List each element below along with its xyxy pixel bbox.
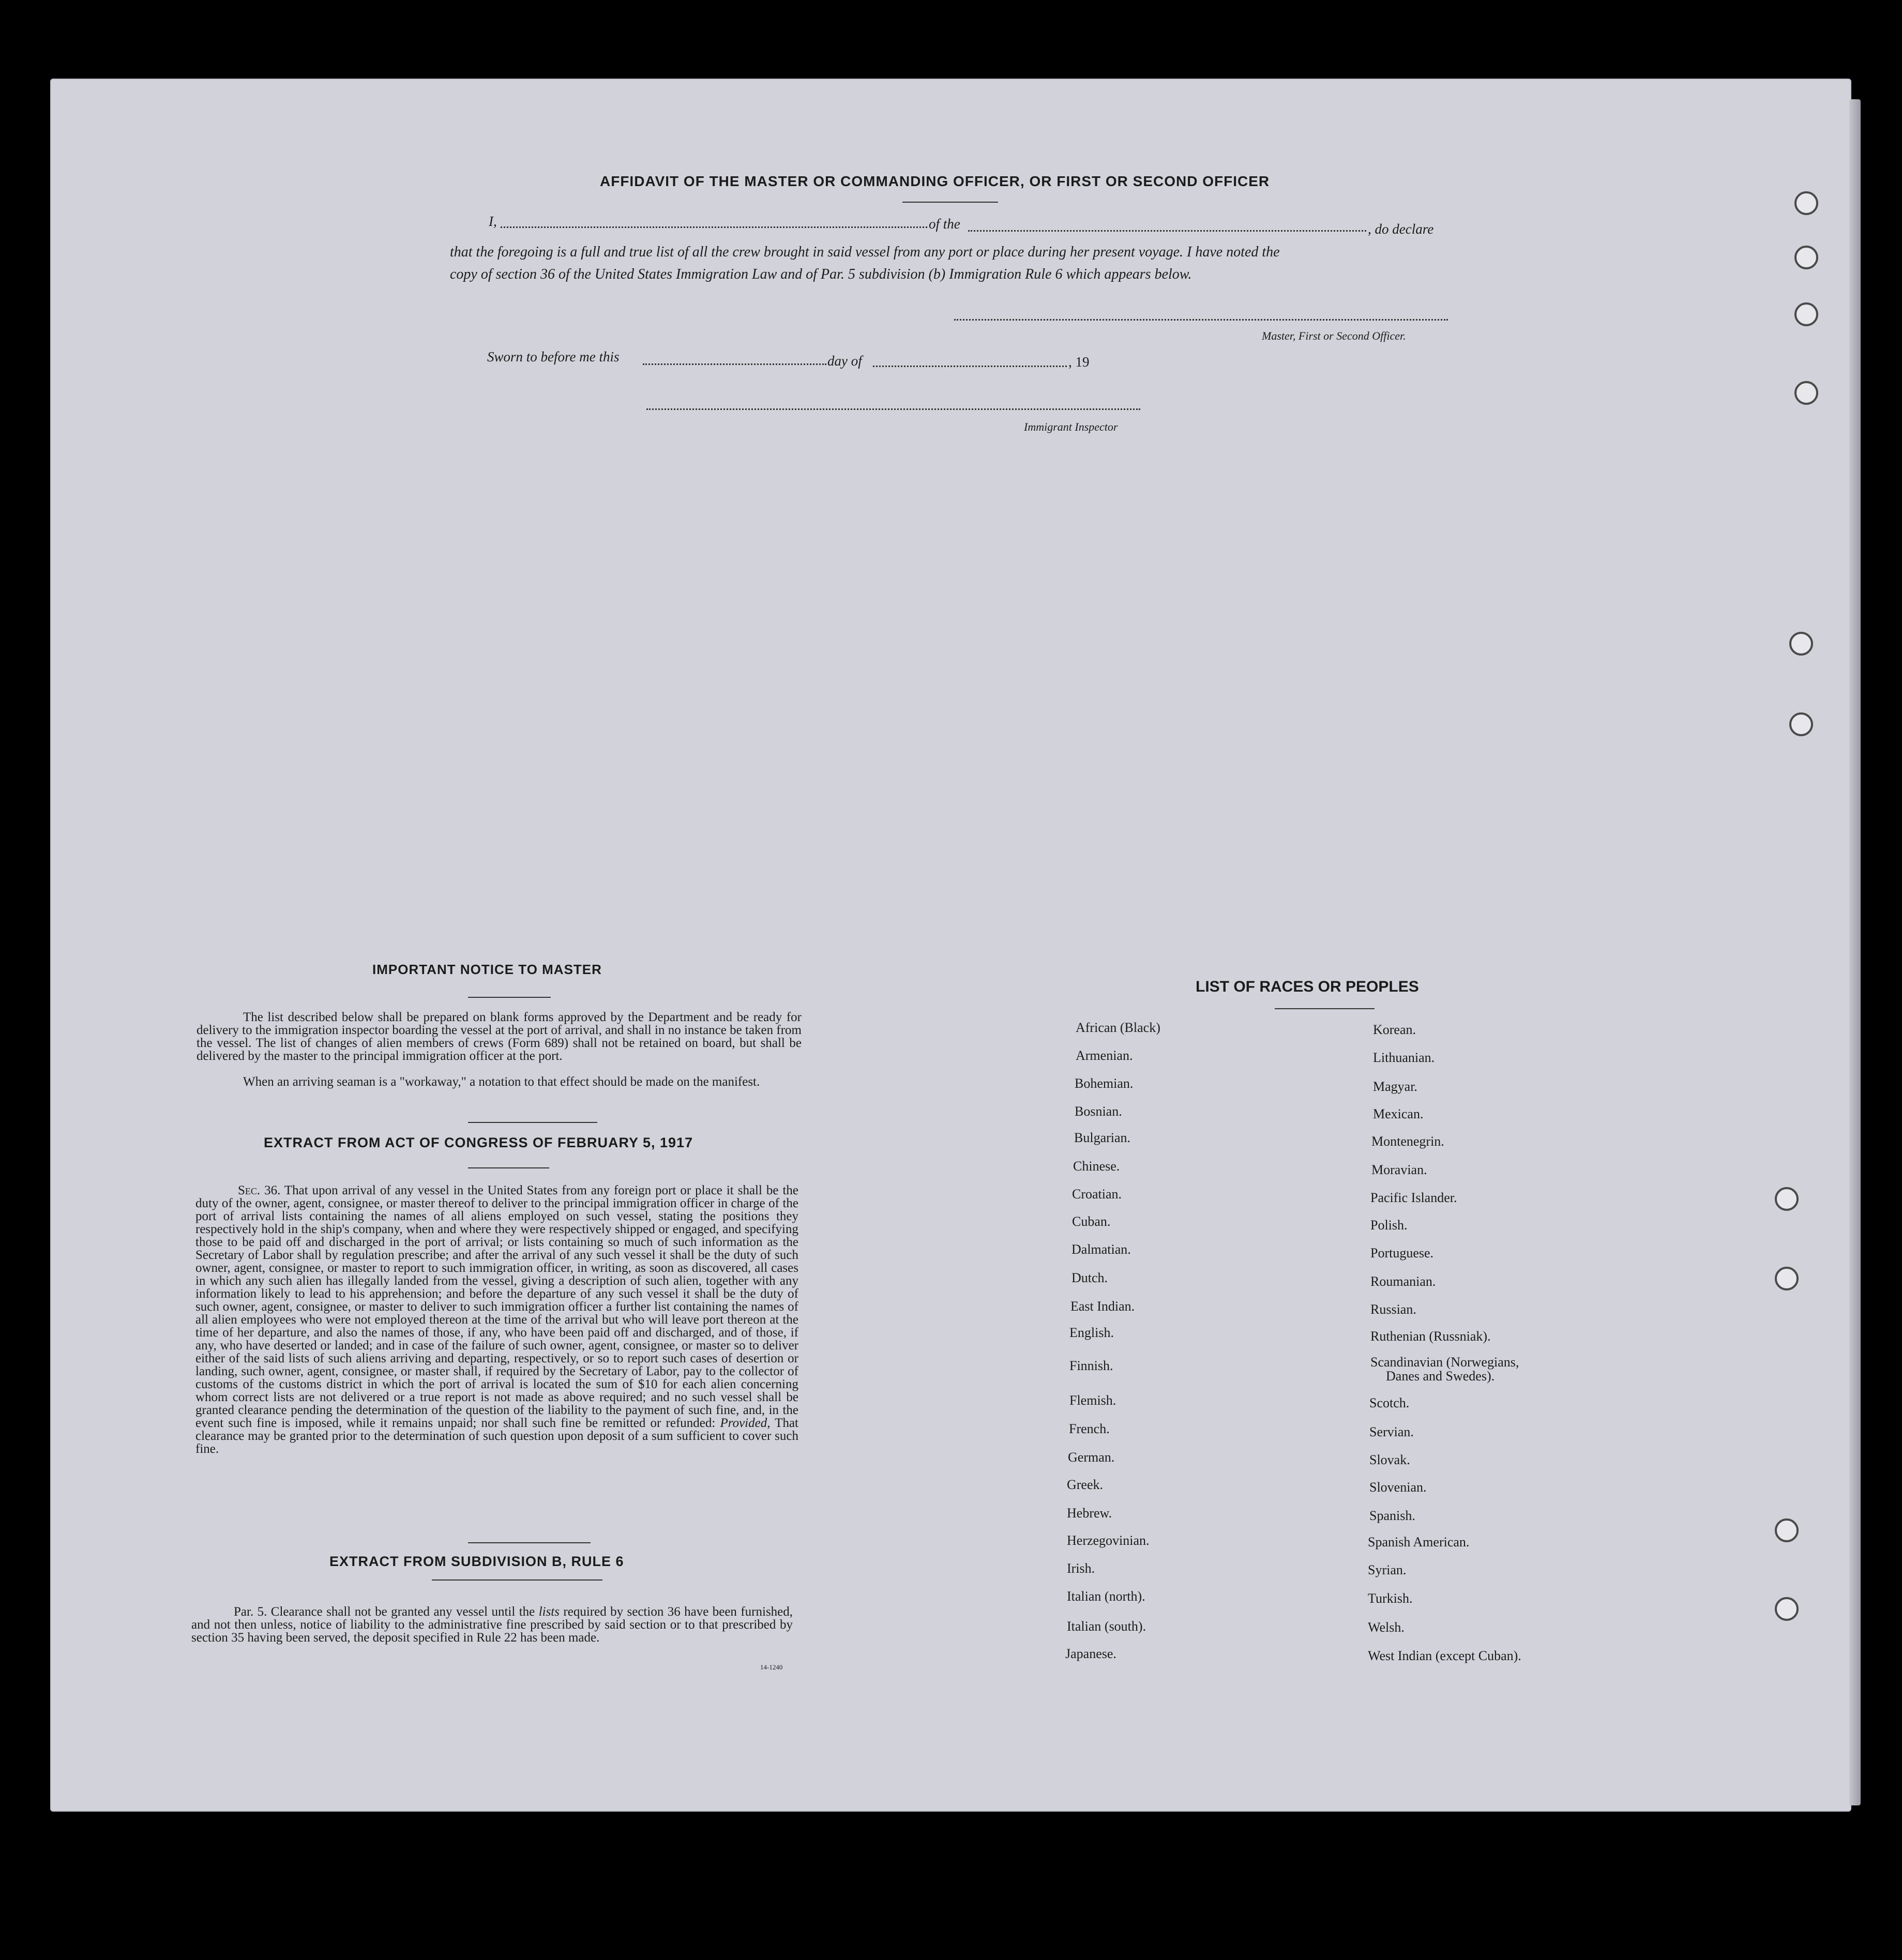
race-right-item: Mexican. <box>1373 1106 1424 1121</box>
sworn-day-field[interactable] <box>643 363 826 365</box>
race-left-item: Irish. <box>1067 1561 1095 1576</box>
sworn-label: Sworn to before me this <box>487 349 620 364</box>
divider <box>468 1122 597 1123</box>
race-right-item: West Indian (except Cuban). <box>1368 1648 1521 1663</box>
sworn-month-field[interactable] <box>873 366 1067 367</box>
do-declare-text: , do declare <box>1368 221 1434 237</box>
binder-hole-icon <box>1789 632 1813 656</box>
race-right-item: Slovak. <box>1369 1452 1410 1467</box>
race-left-item: Croatian. <box>1072 1187 1122 1202</box>
notice-paragraph-1: The list described below shall be prepared on blank forms approved by the Department and be ready for delivery to the immigration inspector boarding the vessel at the port of arrival, and shall in no instance be taken from the vessel. The list of changes of alien members of crews (Form 689) shall not be retained on board, but shall be delivered by the master to the principal immigration officer at the port. <box>197 1010 802 1063</box>
race-right-item: Turkish. <box>1368 1591 1413 1606</box>
rule6-text-a: Par. 5. Clearance shall not be granted any vessel until the <box>234 1605 535 1619</box>
race-right-item: Spanish American. <box>1368 1534 1470 1549</box>
vessel-field[interactable] <box>968 230 1366 232</box>
race-right-item: Pacific Islander. <box>1370 1190 1457 1205</box>
race-left-item: Italian (south). <box>1067 1619 1146 1634</box>
race-left-item: Herzegovinian. <box>1067 1533 1150 1548</box>
affidavit-line-2: that the foregoing is a full and true list of all the crew brought in said vessel from any port or place during her present voyage. I have noted the <box>450 244 1280 260</box>
race-left-item: English. <box>1069 1325 1114 1340</box>
race-left-item: Dalmatian. <box>1071 1242 1131 1257</box>
race-right-item: Russian. <box>1370 1302 1416 1317</box>
rule6-text-b: required by section 36 have been furnished, and not then unless, notice of liability to the administrative fine prescribed by said section or to that prescribed by section 35 having been served, the deposit specified in Rule 22 has been made. <box>191 1605 793 1645</box>
race-right-item: Syrian. <box>1368 1562 1407 1577</box>
race-left-item: Bosnian. <box>1075 1104 1122 1119</box>
binder-hole-icon <box>1794 302 1818 326</box>
lists-word: lists <box>538 1605 560 1619</box>
race-right-item: Ruthenian (Russniak). <box>1370 1329 1491 1344</box>
race-right-item: Montenegrin. <box>1371 1134 1444 1149</box>
notice-paragraph-2: When an arriving seaman is a "workaway," a notation to that effect should be made on the manifest. <box>243 1075 760 1089</box>
race-right-item: Roumanian. <box>1370 1274 1436 1289</box>
race-right-item: Lithuanian. <box>1373 1050 1435 1065</box>
page-edge <box>1849 99 1861 1805</box>
divider <box>468 1542 591 1543</box>
binder-hole-icon <box>1794 381 1818 405</box>
act-body: 36. That upon arrival of any vessel in the United States from any foreign port or place it shall be the duty of the owner, agent, consignee, or master thereof to deliver to the principal immigration officer in charge of the port of arrival lists containing the names of all aliens employed on such vessel, stating the positions they respectively hold in the ship's company, when and where they were respectively shipped or engaged, and specifying those to be paid off and discharged in the port of arrival; or lists containing so much of such information as the Secretary of Labor shall by regulation prescribe; and after the arrival of any such vessel it shall be the duty of such owner, agent, consignee, or master to report to such immigration officer, in writing, as soon as discovered, all cases in which any such alien has illegally landed from the vessel, giving a description of such alien, together with any information likely to lead to his apprehension; and before the departure of any such vessel it shall be the duty of such owner, agent, consignee, or master to deliver to such immigration officer a further list containing the names of all alien employees who were not employed thereon at the time of the arrival but who will leave port thereon at the time of her departure, and also the names of those, if any, who have been paid off and discharged, and of those, if any, who have deserted or landed; and in case of the failure of such owner, agent, consignee, or master so to deliver either of the said lists of such aliens arriving and departing, respectively, or so to report such cases of desertion or landing, such owner, agent, consignee, or master shall, if required by the Secretary of Labor, pay to the collector of customs of the customs district in which the port of arrival is located the sum of $10 for each alien concerning whom correct lists are not delivered or a true report is not made as above required; and no such vessel shall be granted clearance pending the determination of the question of the liability to the payment of such fine, and, in the event such fine is imposed, while it remains unpaid; nor shall such fine be remitted or refunded: <box>195 1183 798 1430</box>
sec-label: Sec. <box>238 1183 261 1197</box>
name-field[interactable] <box>501 226 927 228</box>
act-tail: That clearance may be granted prior to the determination of such question upon deposit of a sum sufficient to cover such fine. <box>195 1416 799 1456</box>
affidavit-i-label: I, <box>489 214 497 229</box>
race-right-item: Spanish. <box>1369 1508 1415 1523</box>
notice-title: IMPORTANT NOTICE TO MASTER <box>372 962 602 977</box>
inspector-signature-field[interactable] <box>646 408 1140 410</box>
divider <box>468 1167 549 1168</box>
races-title: LIST OF RACES OR PEOPLES <box>1196 978 1419 995</box>
race-left-item: African (Black) <box>1076 1020 1160 1035</box>
binder-hole-icon <box>1775 1187 1799 1211</box>
race-left-item: Italian (north). <box>1067 1589 1145 1604</box>
act-title: EXTRACT FROM ACT OF CONGRESS OF FEBRUARY 5, 1917 <box>264 1135 693 1150</box>
of-the-label: of the <box>929 216 960 232</box>
provided-word: Provided, <box>720 1416 771 1430</box>
form-number: 14-1240 <box>760 1663 783 1671</box>
rule6-title: EXTRACT FROM SUBDIVISION B, RULE 6 <box>329 1554 624 1569</box>
race-left-item: German. <box>1068 1450 1115 1465</box>
inspector-caption: Immigrant Inspector <box>1024 420 1118 433</box>
race-left-item: East Indian. <box>1070 1299 1135 1314</box>
day-of-label: day of <box>827 353 862 369</box>
divider <box>902 202 998 203</box>
race-left-item: Greek. <box>1067 1477 1104 1492</box>
affidavit-title: AFFIDAVIT OF THE MASTER OR COMMANDING OFFICER, OR FIRST OR SECOND OFFICER <box>600 173 1270 189</box>
race-right-item: Portuguese. <box>1370 1245 1434 1260</box>
divider <box>432 1579 602 1581</box>
binder-hole-icon <box>1775 1267 1799 1290</box>
race-left-item: Hebrew. <box>1067 1506 1112 1521</box>
race-left-item: Japanese. <box>1065 1646 1116 1661</box>
race-right-item: Slovenian. <box>1369 1480 1427 1495</box>
race-right-item: Moravian. <box>1371 1162 1427 1177</box>
race-right-item: Magyar. <box>1373 1079 1417 1094</box>
binder-hole-icon <box>1789 712 1813 736</box>
race-left-item: Dutch. <box>1071 1270 1108 1285</box>
binder-hole-icon <box>1794 246 1818 269</box>
race-right-item: Welsh. <box>1368 1620 1405 1635</box>
binder-hole-icon <box>1775 1597 1799 1621</box>
race-left-item: Flemish. <box>1069 1393 1116 1408</box>
race-left-item: Bulgarian. <box>1074 1130 1131 1145</box>
race-left-item: French. <box>1069 1421 1110 1436</box>
rule6-text <box>191 1605 793 1644</box>
race-left-item: Chinese. <box>1073 1159 1120 1174</box>
master-caption: Master, First or Second Officer. <box>1262 329 1406 342</box>
race-right-item: Scandinavian (Norwegians, <box>1370 1355 1519 1370</box>
binder-hole-icon <box>1775 1518 1799 1542</box>
race-right-item: Polish. <box>1370 1218 1408 1233</box>
race-left-item: Finnish. <box>1069 1358 1113 1373</box>
race-right-item: Danes and Swedes). <box>1386 1369 1495 1384</box>
race-left-item: Cuban. <box>1072 1214 1111 1229</box>
race-right-item: Korean. <box>1373 1022 1416 1037</box>
race-right-item: Scotch. <box>1369 1395 1410 1410</box>
act-text <box>195 1184 798 1455</box>
race-left-item: Bohemian. <box>1075 1076 1134 1091</box>
affidavit-line-3: copy of section 36 of the United States Immigration Law and of Par. 5 subdivision (b) Immigration Rule 6 which appears below. <box>450 266 1192 282</box>
divider <box>468 997 551 998</box>
divider <box>1275 1008 1375 1009</box>
race-left-item: Armenian. <box>1076 1048 1133 1063</box>
race-right-item: Servian. <box>1369 1424 1414 1439</box>
year-label: , 19 <box>1068 354 1090 370</box>
binder-hole-icon <box>1794 191 1818 215</box>
document-sheet <box>50 79 1851 1812</box>
master-signature-field[interactable] <box>954 319 1448 321</box>
